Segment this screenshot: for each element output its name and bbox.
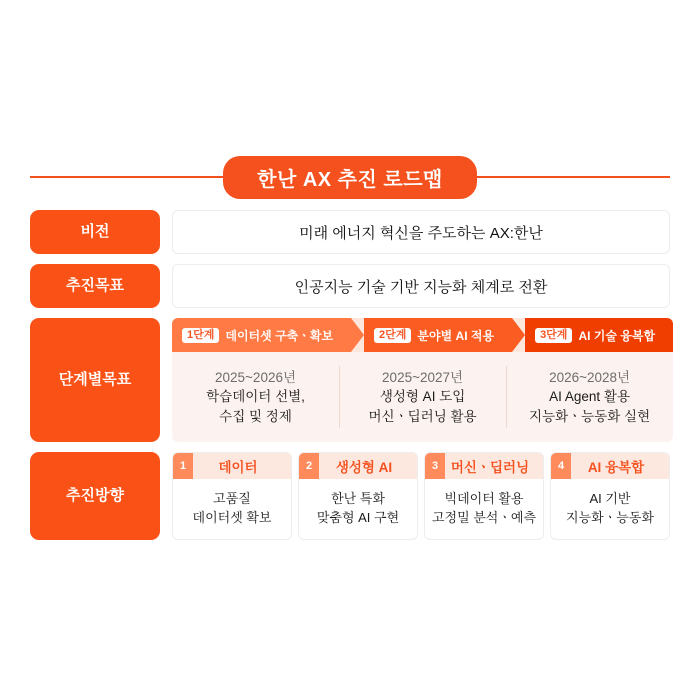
direction-card-3-body xyxy=(425,479,543,539)
direction-card-4-line2: 지능화ㆍ능동화 xyxy=(566,510,654,525)
direction-card-2-number: 2 xyxy=(299,453,319,479)
stage-arrow-2-label: 분야별 AI 적용 xyxy=(417,328,495,343)
direction-card-1-body xyxy=(173,479,291,539)
stage-goal-row xyxy=(30,318,670,442)
vision-row xyxy=(30,210,670,254)
stage-arrow-1-label: 데이터셋 구축ㆍ확보 xyxy=(225,328,334,343)
vision-label: 비전 xyxy=(30,210,160,254)
stage-goal-label-line1: 단계별 xyxy=(58,371,103,389)
title-banner xyxy=(0,160,700,194)
stage-detail-2-line1: 생성형 AI 도입 xyxy=(379,389,466,405)
direction-card-2-line1: 한난 특화 xyxy=(331,491,385,507)
direction-card-2-body xyxy=(299,479,417,539)
direction-card-3-number: 3 xyxy=(425,453,445,479)
direction-card-1 xyxy=(172,452,292,540)
direction-card-4 xyxy=(550,452,670,540)
direction-card-1-header xyxy=(173,453,291,479)
stage-detail-3-years: 2026~2028년 xyxy=(549,369,631,385)
stage-detail-2-years: 2025~2027년 xyxy=(382,369,464,385)
direction-card-1-line1: 고품질 xyxy=(213,491,251,507)
stage-detail-1-years: 2025~2026년 xyxy=(215,369,297,385)
stage-arrow-2 xyxy=(364,318,512,352)
direction-card-1-line2: 데이터셋 확보 xyxy=(192,510,272,525)
direction-row xyxy=(30,452,670,540)
stage-detail-1-line2: 수집 및 정제 xyxy=(219,408,292,424)
direction-label: 추진방향 xyxy=(30,452,160,540)
stage-detail-3 xyxy=(506,352,673,442)
direction-card-4-number: 4 xyxy=(551,453,571,479)
stage-content xyxy=(172,318,673,442)
stage-arrow-3-number: 3단계 xyxy=(535,328,572,343)
stage-arrow-1 xyxy=(172,318,351,352)
direction-card-2-line2: 맞춤형 AI 구현 xyxy=(316,510,400,525)
stage-arrow-3-label: AI 기술 융복합 xyxy=(578,328,656,343)
stage-goal-label xyxy=(30,318,160,442)
direction-card-4-title: AI 융복합 xyxy=(587,460,645,475)
stage-arrow-1-number: 1단계 xyxy=(182,328,219,343)
stage-arrow-2-number: 2단계 xyxy=(374,328,411,343)
direction-card-2-title: 생성형 AI xyxy=(335,460,393,475)
stage-goal-label-line2: 목표 xyxy=(102,371,132,389)
direction-card-3-title: 머신ㆍ딥러닝 xyxy=(450,460,530,475)
goal-label: 추진목표 xyxy=(30,264,160,308)
direction-card-2 xyxy=(298,452,418,540)
direction-card-3 xyxy=(424,452,544,540)
stage-detail-1 xyxy=(172,352,339,442)
direction-card-3-line1: 빅데이터 활용 xyxy=(444,491,524,507)
page-title: 한난 AX 추진 로드맵 xyxy=(223,156,477,199)
direction-card-1-number: 1 xyxy=(173,453,193,479)
stage-detail-3-line1: AI Agent 활용 xyxy=(549,389,631,405)
goal-row xyxy=(30,264,670,308)
direction-card-4-header xyxy=(551,453,669,479)
goal-value: 인공지능 기술 기반 지능화 체계로 전환 xyxy=(172,264,670,308)
stage-arrow-bar xyxy=(172,318,673,352)
direction-card-1-title: 데이터 xyxy=(218,460,258,475)
direction-card-3-line2: 고정밀 분석ㆍ예측 xyxy=(431,510,537,525)
direction-card-2-header xyxy=(299,453,417,479)
direction-card-4-line1: AI 기반 xyxy=(589,491,631,507)
stage-detail-grid xyxy=(172,352,673,442)
vision-value: 미래 에너지 혁신을 주도하는 AX:한난 xyxy=(172,210,670,254)
stage-detail-2-line2: 머신ㆍ딥러닝 활용 xyxy=(368,408,477,424)
direction-card-list xyxy=(172,452,670,540)
stage-detail-3-line2: 지능화ㆍ능동화 실현 xyxy=(529,408,651,424)
stage-arrow-3 xyxy=(525,318,673,352)
stage-detail-1-line1: 학습데이터 선별, xyxy=(206,389,305,405)
stage-detail-2 xyxy=(339,352,506,442)
direction-card-4-body xyxy=(551,479,669,539)
direction-card-3-header xyxy=(425,453,543,479)
